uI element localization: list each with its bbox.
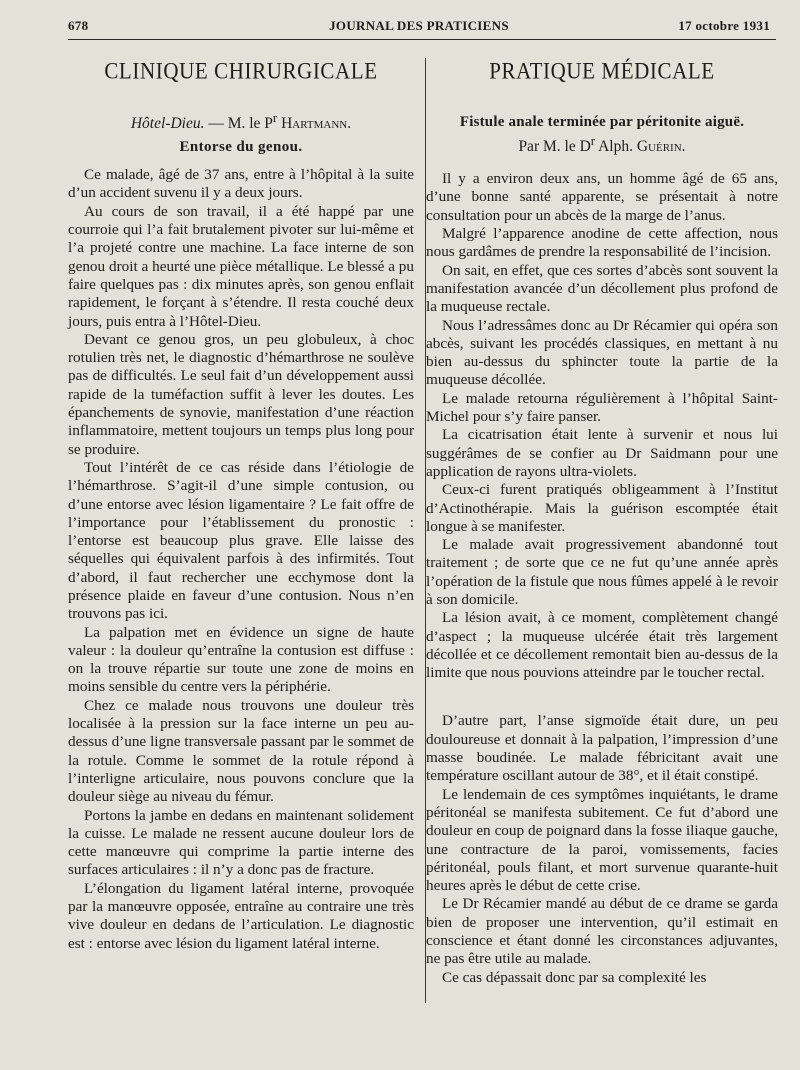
byline-author: Guérin. xyxy=(636,138,686,156)
right-article-body xyxy=(426,170,778,987)
paragraph: Nous l’adressâmes donc au Dr Récamier qui opéra son abcès, suivant les procédés classiques, en mettant à nu bien au-dessus du sphincter toute la partie de la muqueuse décollée. xyxy=(426,316,778,389)
issue-date: 17 octobre 1931 xyxy=(678,18,770,33)
left-byline xyxy=(68,110,414,133)
paragraph: D’autre part, l’anse sigmoïde était dure, un peu douloureuse et donnait à la palpation, l’impression d’une masse boudinée. Le malade fébricitant avait une température oscillant autour de 38°, et il était constipé. xyxy=(426,712,778,785)
article-title-entorse: Entorse du genou. xyxy=(179,139,303,156)
paragraph: Ceux-ci furent pratiqués obligeamment à l’Institut d’Actinothérapie. Mais la guérison escomptée était longue à se manifester. xyxy=(426,481,778,535)
paragraph: Le Dr Récamier mandé au début de ce drame se garda bien de proposer une intervention, qu’il estimait en conscience et étant donné les circonstances adjuvantes, ne pas être utile au malade. xyxy=(426,895,778,968)
paragraph: Chez ce malade nous trouvons une douleur très localisée à la pression sur la face interne un peu au-dessus d’une ligne transversale passant par le sommet de la rotule. Comme le sommet de la rotule répond à l’interligne articulaire, nous pouvons conclure que la douleur siège au niveau du fémur. xyxy=(68,696,414,806)
paragraph: Portons la jambe en dedans en maintenant solidement la cuisse. Le malade ne ressent aucune douleur lors de cette manœuvre qui comprime la partie interne des surfaces articulaires : il n’y a donc pas de fracture. xyxy=(68,806,414,879)
left-column xyxy=(68,50,414,953)
column-gap xyxy=(426,682,778,712)
byline-author: Hartmann. xyxy=(281,115,352,133)
paragraph: Le malade retourna régulièrement à l’hôpital Saint-Michel pour s’y faire panser. xyxy=(426,389,778,426)
paragraph: L’élongation du ligament latéral interne, provoquée par la manœuvre opposée, entraîne au contraire une très vive douleur en dedans de l’articulation. Le diagnostic est : entorse avec lésion du ligament latéral interne. xyxy=(68,879,414,952)
byline-sup: r xyxy=(272,110,278,125)
byline-pre: Par M. le D xyxy=(518,138,591,156)
page-number: 678 xyxy=(68,18,89,33)
paragraph: La palpation met en évidence un signe de haute valeur : la douleur qu’entraîne la contusion est diffuse : on la trouve répartie sur toute une zone de moins en moins sensible du centre vers la périphérie. xyxy=(68,623,414,696)
paragraph: Tout l’intérêt de ce cas réside dans l’étiologie de l’hémarthrose. S’agit-il d’une simple contusion, ou d’une entorse avec lésion ligamentaire ? Le fait offre de l’importance pour l’établissement du pronostic : l’entorse est beaucoup plus grave. Elle laisse des séquelles qui équivalent parfois à des infirmités. Tout d’abord, il faut rechercher une ecchymose dont la présence plaide en faveur d’une contusion. Nous n’en trouvons pas ici. xyxy=(68,458,414,623)
paragraph: Au cours de son travail, il a été happé par une courroie qui l’a fait brutalement pivoter sur lui-même et l’a projeté contre une machine. La face interne de son genou droit a heurté une pièce métallique. Le blessé a pu faire quelques pas : dix minutes après, son genou enflait rapidement, le forçant à s’étendre. Il resta couché deux jours, puis entra à l’Hôtel-Dieu. xyxy=(68,202,414,330)
byline-sep: — M. le P xyxy=(204,115,273,133)
left-article-body xyxy=(68,166,414,953)
paragraph: Devant ce genou gros, un peu globuleux, à choc rotulien très net, le diagnostic d’hémarthrose ne soulève pas de difficultés. Le seul fait d’un développement aussi rapide de la tuméfaction suffit à lever les doutes. Les épanchements de synovie, manifestation d’une réaction inflammatoire, mettent toujours un temps plus long pour se produire. xyxy=(68,330,414,458)
paragraph: Ce malade, âgé de 37 ans, entre à l’hôpital à la suite d’un accident suvenu il y a deux jours. xyxy=(68,166,414,202)
paragraph: Le lendemain de ces symptômes inquiétants, le drame péritonéal se manifesta subitement. Ce fut d’abord une douleur en coup de poignard dans la fosse iliaque gauche, une contracture de la paroi, vomissements, facies péritonéal, pouls filant, et mort survenue quarante-huit heures après le début de cette crise. xyxy=(426,785,778,895)
byline-place: Hôtel-Dieu. xyxy=(130,115,205,133)
journal-name: JOURNAL DES PRATICIENS xyxy=(329,18,509,33)
paragraph: La lésion avait, à ce moment, complètement changé d’aspect ; la muqueuse ulcérée était très largement décollée et ce décollement remontait bien au-dessus de la limite que nous pouvions atteindre par le toucher rectal. xyxy=(426,609,778,682)
paragraph: Le malade avait progressivement abandonné tout traitement ; de sorte que ce ne fut qu’une année après l’opération de la fistule que nous fûmes appelé à le revoir à son domicile. xyxy=(426,536,778,608)
right-byline xyxy=(426,133,778,156)
paragraph: On sait, en effet, que ces sortes d’abcès sont souvent la manifestation avancée d’un décollement plus profond de la muqueuse rectale. xyxy=(426,261,778,316)
section-title-clinique: CLINIQUE CHIRURGICALE xyxy=(104,57,378,85)
right-column xyxy=(426,50,778,987)
paragraph: Malgré l’apparence anodine de cette affection, nous nous gardâmes de prendre la responsabilité de l’incision. xyxy=(426,225,778,261)
article-title-fistule: Fistule anale terminée par péritonite aiguë. xyxy=(459,114,745,130)
header-rule xyxy=(68,39,776,40)
section-title-pratique: PRATIQUE MÉDICALE xyxy=(489,57,715,85)
byline-name-a: Alph. xyxy=(595,138,637,156)
paragraph: Ce cas dépassait donc par sa complexité les xyxy=(442,968,707,986)
byline-sup: r xyxy=(590,133,596,148)
paragraph: La cicatrisation était lente à survenir et nous lui suggérâmes de se confier au Dr Saidmann pour une application de rayons ultra-violets. xyxy=(426,426,778,480)
running-header xyxy=(68,12,770,36)
paragraph: Il y a environ deux ans, un homme âgé de 65 ans, d’une bonne santé apparente, se présentait à notre consultation pour un abcès de la marge de l’anus. xyxy=(426,170,778,224)
